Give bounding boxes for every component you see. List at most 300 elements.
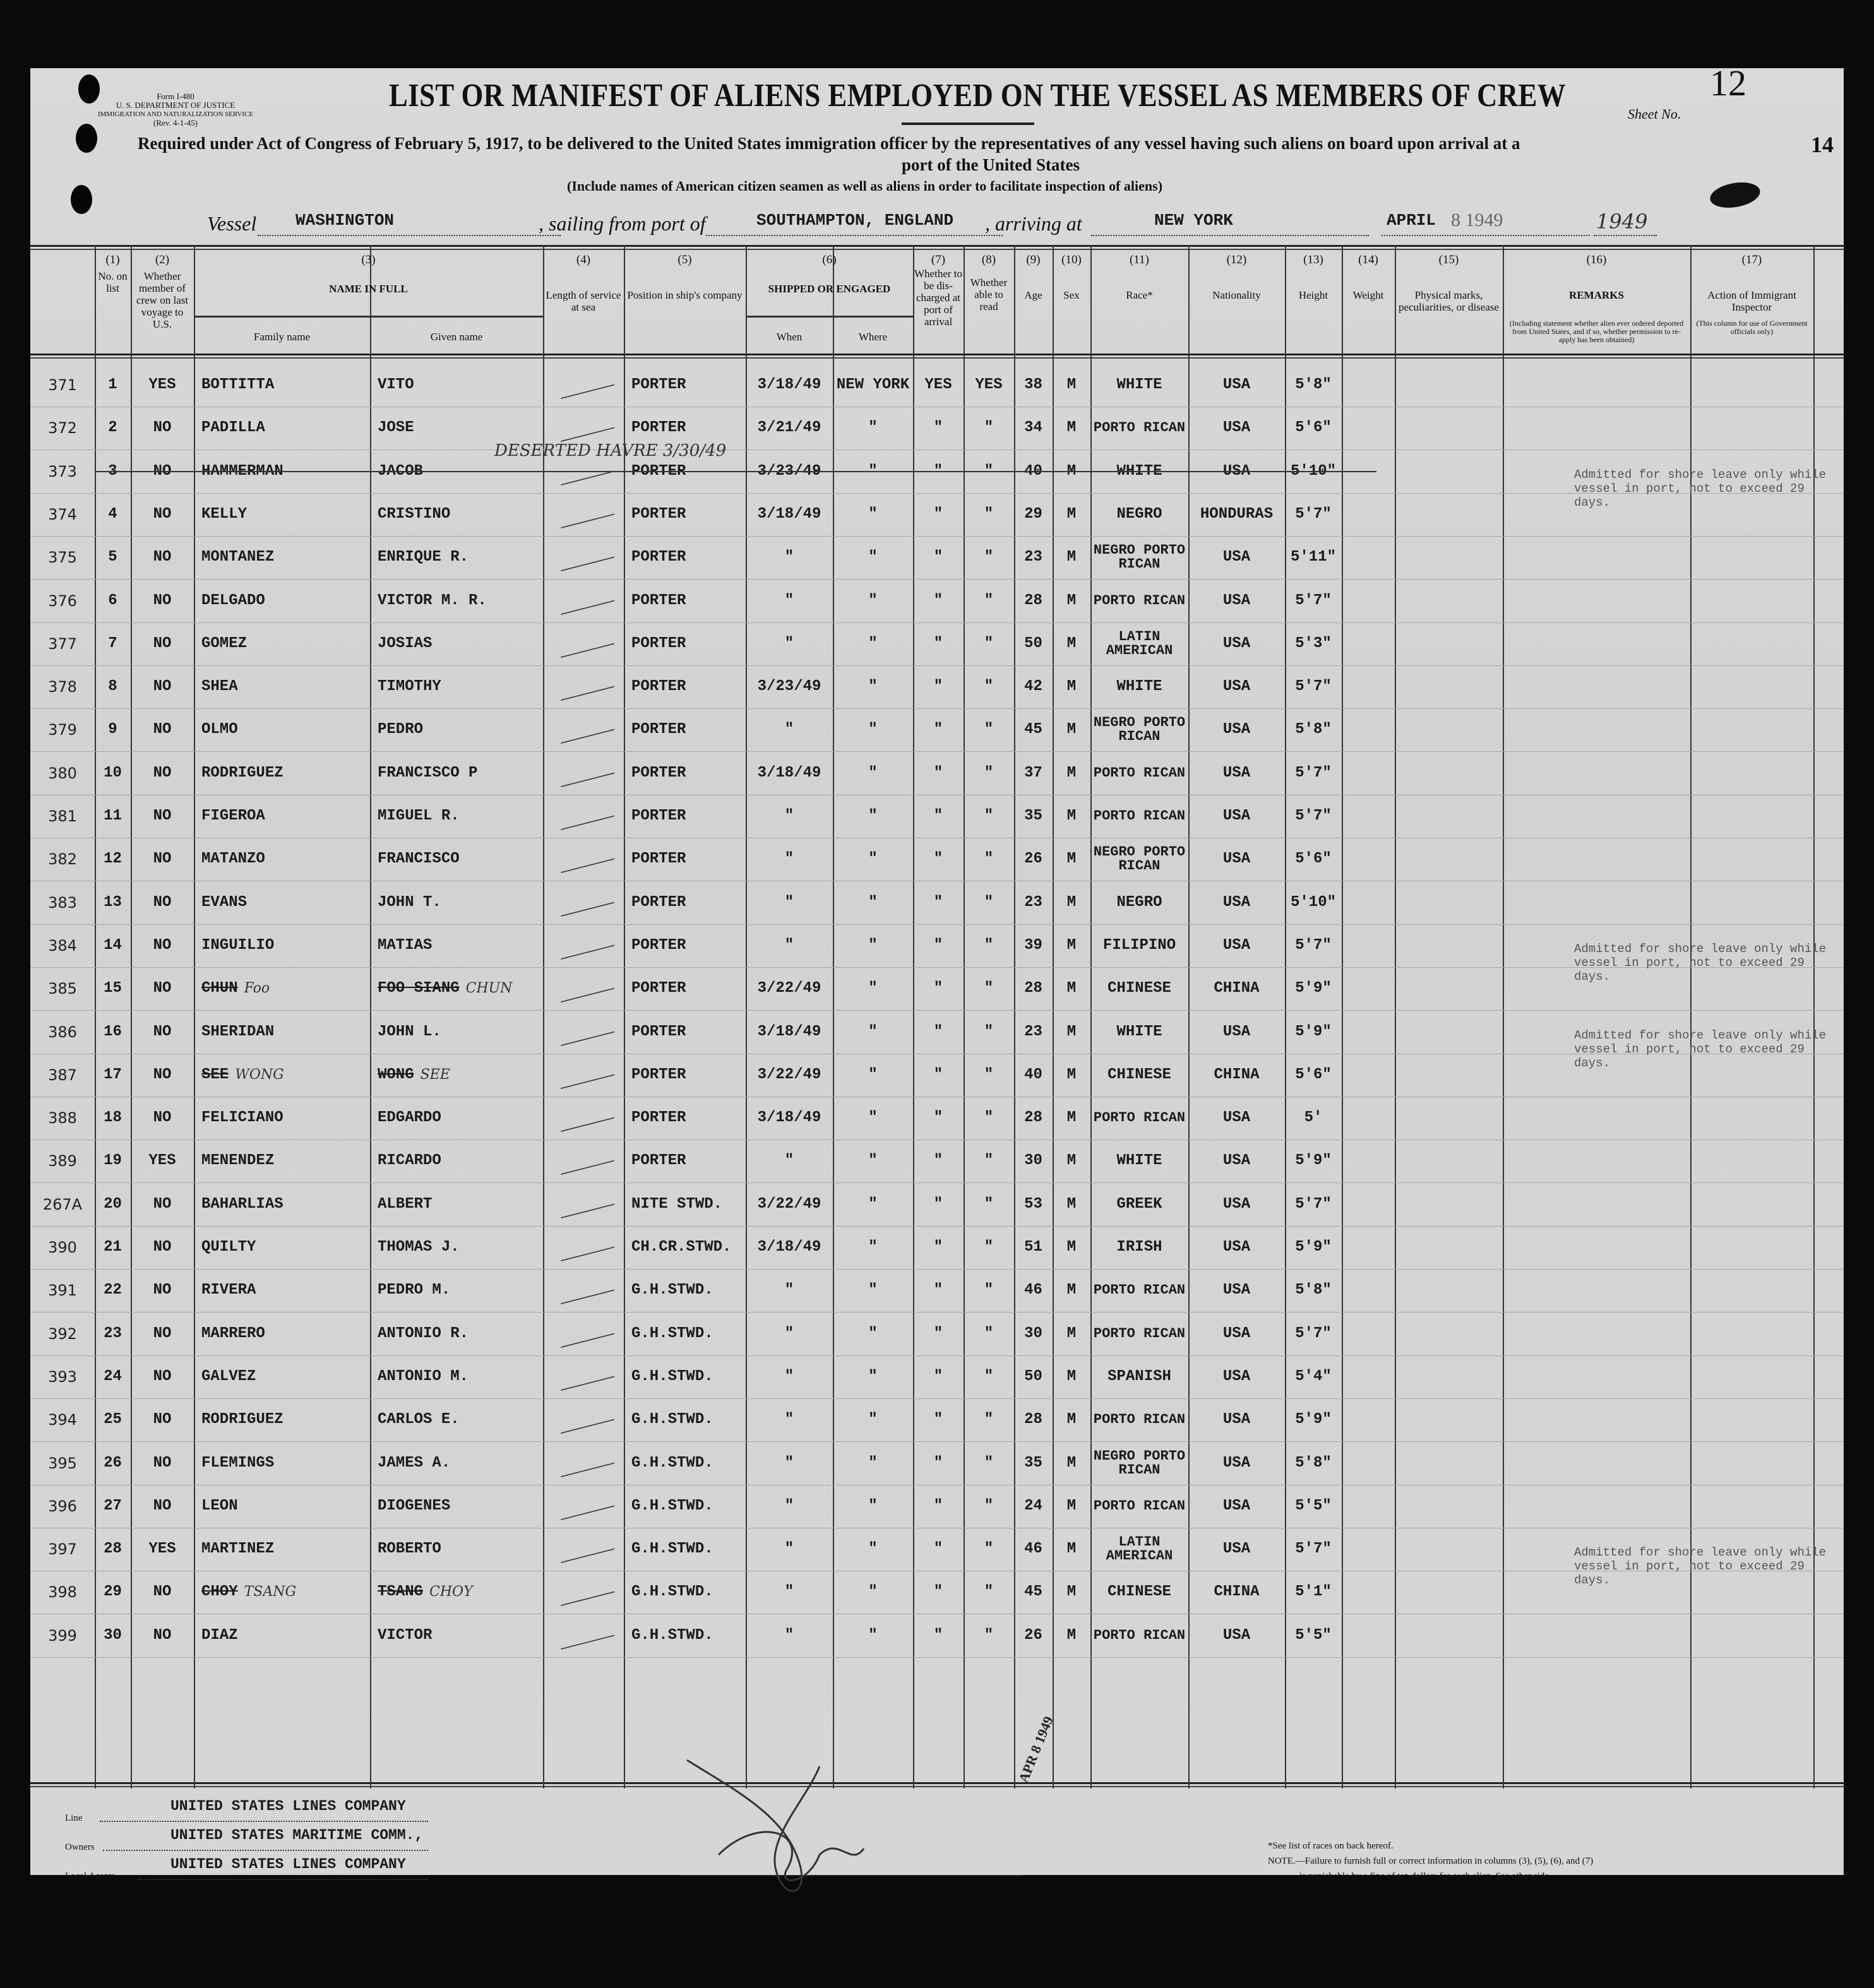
cell-read (964, 1269, 1014, 1312)
cell-family (194, 407, 378, 449)
where-value: " (868, 1152, 878, 1170)
cell-list (30, 752, 95, 795)
age-value: 23 (1024, 549, 1042, 566)
no-value: 10 (104, 764, 122, 782)
race-value: PORTO RICAN (1093, 1282, 1186, 1299)
cell-discharged (913, 1355, 964, 1398)
cell-read (964, 1054, 1014, 1097)
no-value: 22 (104, 1282, 122, 1299)
position-value: PORTER (631, 419, 686, 437)
position-value: PORTER (631, 893, 686, 911)
cell-position (624, 1312, 753, 1355)
discharged-value: " (933, 1109, 943, 1127)
manifest-page (30, 62, 1844, 1889)
cell-race (1090, 1355, 1188, 1398)
form-rev: (Rev. 4-1-45) (153, 118, 198, 128)
check-mark-icon (561, 1487, 624, 1520)
when-value: 3/23/49 (757, 678, 821, 696)
when-value: 3/18/49 (757, 1023, 821, 1040)
position-value: PORTER (631, 764, 686, 782)
cell-age (1014, 967, 1053, 1010)
cell-race (1090, 580, 1188, 622)
family-value: OLMO (201, 721, 238, 739)
race-value: WHITE (1116, 1023, 1162, 1040)
cell-age (1014, 1528, 1053, 1571)
height-value: 5'7" (1295, 1324, 1332, 1342)
cell-race (1090, 708, 1188, 751)
nationality-value: USA (1222, 936, 1251, 954)
cell-list (30, 665, 95, 708)
from-label: , sailing from port of (539, 212, 706, 235)
position-value: PORTER (631, 980, 686, 997)
cell-no (95, 1226, 131, 1269)
given-value: JOHN L. (378, 1023, 441, 1040)
nationality-value: CHINA (1214, 1583, 1260, 1601)
cell-member (131, 407, 194, 449)
cell-read (964, 1011, 1014, 1054)
cell-read (964, 708, 1014, 751)
table-row (30, 1442, 1844, 1485)
vessel-name: WASHINGTON (295, 211, 395, 230)
where-value: " (868, 678, 878, 696)
cell-discharged (913, 665, 964, 708)
where-value: " (868, 1583, 878, 1601)
family-value: FIGEROA (201, 807, 265, 824)
read-value: " (984, 980, 994, 997)
cell-given (370, 493, 551, 536)
discharged-value: " (933, 1411, 943, 1429)
age-value: 26 (1024, 1626, 1042, 1644)
cell-member (131, 1485, 194, 1528)
cell-position (624, 493, 753, 536)
cell-nationality (1188, 795, 1285, 838)
age-value: 28 (1024, 1109, 1042, 1127)
cell-when (746, 838, 833, 881)
member-value: NO (153, 505, 172, 523)
height-value: 5'8" (1295, 1454, 1332, 1472)
cell-no (95, 665, 131, 708)
cell-height (1285, 493, 1342, 536)
cell-sex (1053, 1528, 1090, 1571)
cell-where (833, 1312, 913, 1355)
table-row (30, 622, 1844, 666)
cell-sex (1053, 364, 1090, 407)
cell-discharged (913, 1183, 964, 1226)
cell-member (131, 364, 194, 407)
where-value: " (868, 1411, 878, 1429)
cell-no (95, 881, 131, 924)
cell-position (624, 1355, 753, 1398)
check-mark-icon (561, 1056, 624, 1089)
cell-no (95, 708, 131, 751)
cell-no (95, 967, 131, 1010)
cell-list (30, 1011, 95, 1054)
cell-member (131, 1355, 194, 1398)
where-value: " (868, 1023, 878, 1040)
no-value: 5 (108, 549, 117, 566)
cell-no (95, 1140, 131, 1182)
cell-member (131, 881, 194, 924)
age-value: 40 (1024, 1066, 1042, 1083)
age-value: 23 (1024, 1023, 1042, 1040)
given-value: JOSIAS (378, 634, 433, 652)
cell-when (746, 1269, 833, 1312)
vessel-label: Vessel (207, 212, 257, 235)
race-value: WHITE (1116, 1152, 1162, 1170)
remark-text: Admitted for shore leave only while vessel in port, not to exceed 29 days. (1574, 942, 1827, 984)
given-value: ROBERTO (378, 1540, 441, 1558)
table-row (30, 1355, 1844, 1399)
cell-age (1014, 881, 1053, 924)
cell-member (131, 493, 194, 536)
cell-read (964, 1097, 1014, 1140)
cell-given (370, 1140, 551, 1182)
cell-sex (1053, 752, 1090, 795)
cell-position (624, 924, 753, 967)
arrival-port: NEW YORK (1154, 211, 1233, 230)
cell-no (95, 580, 131, 622)
nationality-value: USA (1222, 376, 1251, 393)
no-value: 11 (104, 807, 122, 824)
sex-value: M (1066, 462, 1077, 480)
column-label: Physical marks, peculiarities, or disease (1398, 289, 1500, 313)
where-value: " (868, 592, 878, 609)
cell-discharged (913, 622, 964, 665)
age-value: 37 (1024, 764, 1042, 782)
nationality-value: USA (1222, 549, 1251, 566)
read-value: " (984, 1239, 994, 1256)
given-value: JOHN T. (378, 893, 441, 911)
no-value: 8 (108, 678, 117, 696)
cell-read (964, 1312, 1014, 1355)
owners-value: UNITED STATES MARITIME COMM., (170, 1827, 424, 1843)
cell-when (746, 1183, 833, 1226)
cell-nationality (1188, 1355, 1285, 1398)
cell-position (624, 1485, 753, 1528)
cell-family (194, 967, 378, 1010)
given-value: TIMOTHY (378, 678, 441, 696)
cell-where (833, 622, 913, 665)
cell-where (833, 1442, 913, 1485)
family-value: CHUN (201, 980, 238, 997)
cell-when (746, 752, 833, 795)
discharged-value: " (933, 634, 943, 652)
cell-age (1014, 1485, 1053, 1528)
handwritten-annotation: DESERTED HAVRE 3/30/49 (494, 441, 727, 460)
column-header (913, 245, 964, 354)
cell-nationality (1188, 1442, 1285, 1485)
race-value: CHINESE (1107, 1583, 1171, 1601)
cell-position (624, 364, 753, 407)
family-value: RODRIGUEZ (201, 764, 283, 782)
cell-position (624, 1183, 753, 1226)
cell-given (370, 1054, 551, 1097)
given-value: VICTOR M. R. (378, 592, 487, 609)
cell-given (370, 924, 551, 967)
where-value: " (868, 1454, 878, 1472)
when-value: " (784, 592, 794, 609)
cell-race (1090, 665, 1188, 708)
inspector-label: Immigrant Inspector. (908, 1879, 988, 1889)
when-value: " (784, 850, 794, 868)
check-mark-icon (561, 409, 624, 442)
cell-height (1285, 665, 1342, 708)
cell-age (1014, 1097, 1053, 1140)
position-value: G.H.STWD. (631, 1540, 713, 1558)
column-label: Whether able to read (970, 277, 1008, 312)
position-value: G.H.STWD. (631, 1282, 713, 1299)
when-value: " (784, 1282, 794, 1299)
age-value: 23 (1024, 893, 1042, 911)
cell-where (833, 967, 913, 1010)
column-number: (4) (576, 253, 591, 266)
cell-nationality (1188, 1140, 1285, 1182)
age-value: 39 (1024, 936, 1042, 954)
cell-no (95, 1269, 131, 1312)
position-value: G.H.STWD. (631, 1324, 713, 1342)
age-value: 40 (1024, 462, 1042, 480)
column-header (131, 245, 194, 354)
cell-race (1090, 1312, 1188, 1355)
check-mark-icon (561, 496, 624, 528)
cell-nationality (1188, 1226, 1285, 1269)
nationality-value: USA (1222, 1497, 1251, 1515)
column-number: (2) (155, 253, 170, 266)
cell-read (964, 752, 1014, 795)
table-row (30, 536, 1844, 580)
cell-race (1090, 1054, 1188, 1097)
position-value: G.H.STWD. (631, 1367, 713, 1385)
cell-list (30, 1528, 95, 1571)
discharged-value: " (933, 936, 943, 954)
family-value: PADILLA (201, 419, 265, 437)
cell-when (746, 795, 833, 838)
race-value: PORTO RICAN (1093, 1627, 1186, 1643)
check-mark-icon (561, 1315, 624, 1348)
cell-race (1090, 1183, 1188, 1226)
nationality-value: USA (1222, 419, 1251, 437)
height-value: 5'9" (1295, 1152, 1332, 1170)
cell-member (131, 1571, 194, 1614)
cell-nationality (1188, 1614, 1285, 1657)
cell-race (1090, 1398, 1188, 1441)
position-value: PORTER (631, 1066, 686, 1083)
sex-value: M (1066, 1195, 1077, 1213)
cell-nationality (1188, 1269, 1285, 1312)
age-value: 42 (1024, 678, 1042, 696)
height-value: 5'7" (1295, 1195, 1332, 1213)
nationality-value: USA (1222, 634, 1251, 652)
cell-given (370, 1571, 551, 1614)
no-value: 7 (108, 634, 117, 652)
cell-nationality (1188, 665, 1285, 708)
handwritten-correction: CHOY (429, 1584, 473, 1600)
when-value: 3/22/49 (757, 1195, 821, 1213)
column-header (543, 245, 624, 354)
column-sublabel: Family name (253, 331, 311, 343)
race-value: WHITE (1116, 376, 1162, 393)
cell-member (131, 1226, 194, 1269)
member-value: NO (153, 549, 172, 566)
cell-given (370, 838, 551, 881)
table-row (30, 881, 1844, 925)
age-value: 45 (1024, 1583, 1042, 1601)
cell-family (194, 665, 378, 708)
cell-position (624, 795, 753, 838)
column-label: Action of Immigrant Inspector (1707, 289, 1796, 313)
cell-where (833, 838, 913, 881)
height-value: 5'7" (1295, 936, 1332, 954)
table-row (30, 1011, 1844, 1054)
cell-family (194, 580, 378, 622)
agents-label: Local Agents (65, 1871, 116, 1881)
cell-when (746, 622, 833, 665)
family-value: DELGADO (201, 592, 265, 609)
cell-given (370, 795, 551, 838)
check-mark-icon (561, 625, 624, 658)
crew-table (30, 245, 1844, 1789)
check-mark-icon (561, 840, 624, 873)
sex-value: M (1066, 850, 1077, 868)
table-row (30, 1140, 1844, 1183)
table-row (30, 1183, 1844, 1227)
cell-height (1285, 1054, 1342, 1097)
where-value: " (868, 549, 878, 566)
member-value: NO (153, 1454, 172, 1472)
cell-race (1090, 1614, 1188, 1657)
list-value: 384 (48, 936, 77, 955)
height-value: 5'4" (1295, 1367, 1332, 1385)
cell-no (95, 407, 131, 449)
sex-value: M (1066, 678, 1077, 696)
cell-when (746, 708, 833, 751)
race-value: PORTO RICAN (1093, 765, 1186, 781)
height-value: 5'5" (1295, 1626, 1332, 1644)
member-value: NO (153, 1411, 172, 1429)
cell-given (370, 364, 551, 407)
no-value: 3 (108, 462, 117, 480)
cell-given (370, 1097, 551, 1140)
cell-family (194, 708, 378, 751)
when-value: " (784, 549, 794, 566)
cell-when (746, 493, 833, 536)
cell-given (370, 1312, 551, 1355)
nationality-value: USA (1222, 1454, 1251, 1472)
cell-race (1090, 1269, 1188, 1312)
when-value: " (784, 807, 794, 824)
cell-read (964, 795, 1014, 838)
column-header (1503, 245, 1690, 354)
table-row (30, 752, 1844, 795)
when-value: 3/18/49 (757, 376, 821, 393)
race-value: WHITE (1116, 678, 1162, 696)
cell-age (1014, 1355, 1053, 1398)
sex-value: M (1066, 1497, 1077, 1515)
no-value: 23 (104, 1324, 122, 1342)
discharged-value: " (933, 549, 943, 566)
where-value: " (868, 1324, 878, 1342)
cell-discharged (913, 752, 964, 795)
cell-discharged (913, 1398, 964, 1441)
discharged-value: " (933, 807, 943, 824)
no-value: 30 (104, 1626, 122, 1644)
column-number: (6) (822, 253, 837, 266)
column-header (1090, 245, 1188, 354)
position-value: PORTER (631, 1152, 686, 1170)
height-value: 5'10" (1290, 462, 1336, 480)
cell-read (964, 838, 1014, 881)
when-value: " (784, 1497, 794, 1515)
age-value: 34 (1024, 419, 1042, 437)
check-mark-icon (561, 1444, 624, 1477)
when-value: " (784, 1367, 794, 1385)
read-value: " (984, 1195, 994, 1213)
cell-height (1285, 1398, 1342, 1441)
column-number: (12) (1226, 253, 1247, 266)
cell-position (624, 1011, 753, 1054)
sex-value: M (1066, 1626, 1077, 1644)
column-header (1395, 245, 1503, 354)
cell-age (1014, 1269, 1053, 1312)
cell-when (746, 1614, 833, 1657)
cell-no (95, 1183, 131, 1226)
cell-nationality (1188, 493, 1285, 536)
cell-sex (1053, 1011, 1090, 1054)
cell-age (1014, 1183, 1053, 1226)
cell-height (1285, 1528, 1342, 1571)
age-value: 30 (1024, 1324, 1042, 1342)
check-mark-icon (561, 754, 624, 787)
discharged-value: " (933, 1239, 943, 1256)
read-value: " (984, 678, 994, 696)
position-value: PORTER (631, 549, 686, 566)
no-value: 1 (108, 376, 117, 393)
height-value: 5'10" (1290, 893, 1336, 911)
cell-sex (1053, 924, 1090, 967)
cell-discharged (913, 1442, 964, 1485)
cell-sex (1053, 407, 1090, 449)
family-value: RIVERA (201, 1282, 256, 1299)
discharged-value: " (933, 1023, 943, 1040)
cell-list (30, 1355, 95, 1398)
sex-value: M (1066, 764, 1077, 782)
age-value: 26 (1024, 850, 1042, 868)
family-value: MATANZO (201, 850, 265, 868)
owners-label: Owners (65, 1842, 95, 1852)
cell-height (1285, 536, 1342, 579)
read-value: " (984, 764, 994, 782)
read-value: " (984, 807, 994, 824)
read-value: " (984, 1626, 994, 1644)
column-label: Sex (1063, 289, 1080, 301)
nationality-value: USA (1222, 1109, 1251, 1127)
cell-sex (1053, 1312, 1090, 1355)
read-value: " (984, 1282, 994, 1299)
member-value: NO (153, 678, 172, 696)
cell-sex (1053, 665, 1090, 708)
column-label: Length of service at sea (546, 289, 621, 313)
when-value: " (784, 1540, 794, 1558)
height-value: 5'9" (1295, 980, 1332, 997)
cell-sex (1053, 1183, 1090, 1226)
given-value: MIGUEL R. (378, 807, 460, 824)
cell-member (131, 838, 194, 881)
cell-nationality (1188, 881, 1285, 924)
cell-nationality (1188, 708, 1285, 751)
check-mark-icon (561, 366, 624, 399)
cell-list (30, 364, 95, 407)
cell-member (131, 752, 194, 795)
